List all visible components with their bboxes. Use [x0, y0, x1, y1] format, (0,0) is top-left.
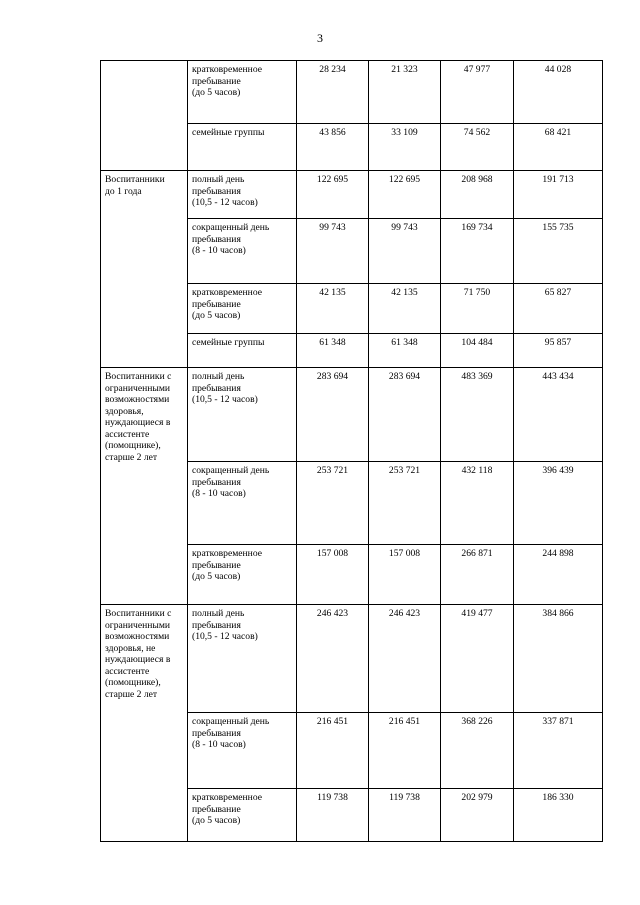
- category-cell: Воспитанники с ограниченными возможностями здоровья, не нуждающиеся в ассистенте (помощнике), старше 2 лет: [101, 605, 188, 842]
- mode-cell: кратковременное пребывание (до 5 часов): [188, 545, 297, 605]
- value-cell: 246 423: [369, 605, 441, 713]
- mode-cell: полный день пребывания (10,5 - 12 часов): [188, 605, 297, 713]
- value-cell: 122 695: [297, 171, 369, 219]
- value-cell: 95 857: [514, 334, 603, 368]
- value-cell: 157 008: [369, 545, 441, 605]
- value-cell: 42 135: [369, 284, 441, 334]
- value-cell: 119 738: [369, 789, 441, 842]
- value-cell: 99 743: [369, 219, 441, 284]
- value-cell: 283 694: [297, 368, 369, 462]
- value-cell: 169 734: [441, 219, 514, 284]
- value-cell: 122 695: [369, 171, 441, 219]
- tariff-table: [100, 60, 603, 842]
- mode-cell: семейные группы: [188, 124, 297, 171]
- value-cell: 337 871: [514, 713, 603, 789]
- value-cell: 483 369: [441, 368, 514, 462]
- value-cell: 99 743: [297, 219, 369, 284]
- value-cell: 71 750: [441, 284, 514, 334]
- value-cell: 157 008: [297, 545, 369, 605]
- value-cell: 384 866: [514, 605, 603, 713]
- page-number: 3: [317, 31, 323, 45]
- value-cell: 119 738: [297, 789, 369, 842]
- value-cell: 47 977: [441, 61, 514, 124]
- category-cell: Воспитанники до 1 года: [101, 171, 188, 368]
- value-cell: 191 713: [514, 171, 603, 219]
- value-cell: 253 721: [297, 462, 369, 545]
- value-cell: 419 477: [441, 605, 514, 713]
- value-cell: 61 348: [297, 334, 369, 368]
- mode-cell: сокращенный день пребывания (8 - 10 часов): [188, 713, 297, 789]
- value-cell: 202 979: [441, 789, 514, 842]
- table-row: [101, 368, 603, 462]
- category-cell: [101, 61, 188, 171]
- value-cell: 74 562: [441, 124, 514, 171]
- mode-cell: полный день пребывания (10,5 - 12 часов): [188, 171, 297, 219]
- table-row: [101, 605, 603, 713]
- value-cell: 68 421: [514, 124, 603, 171]
- value-cell: 208 968: [441, 171, 514, 219]
- value-cell: 65 827: [514, 284, 603, 334]
- value-cell: 21 323: [369, 61, 441, 124]
- value-cell: 244 898: [514, 545, 603, 605]
- value-cell: 44 028: [514, 61, 603, 124]
- mode-cell: полный день пребывания (10,5 - 12 часов): [188, 368, 297, 462]
- value-cell: 33 109: [369, 124, 441, 171]
- table-row: [101, 61, 603, 124]
- value-cell: 443 434: [514, 368, 603, 462]
- value-cell: 432 118: [441, 462, 514, 545]
- value-cell: 42 135: [297, 284, 369, 334]
- value-cell: 186 330: [514, 789, 603, 842]
- value-cell: 246 423: [297, 605, 369, 713]
- value-cell: 43 856: [297, 124, 369, 171]
- value-cell: 104 484: [441, 334, 514, 368]
- mode-cell: сокращенный день пребывания (8 - 10 часов): [188, 462, 297, 545]
- value-cell: 266 871: [441, 545, 514, 605]
- value-cell: 216 451: [297, 713, 369, 789]
- value-cell: 61 348: [369, 334, 441, 368]
- mode-cell: кратковременное пребывание (до 5 часов): [188, 284, 297, 334]
- value-cell: 216 451: [369, 713, 441, 789]
- value-cell: 283 694: [369, 368, 441, 462]
- mode-cell: кратковременное пребывание (до 5 часов): [188, 789, 297, 842]
- mode-cell: семейные группы: [188, 334, 297, 368]
- value-cell: 155 735: [514, 219, 603, 284]
- table-row: [101, 171, 603, 219]
- value-cell: 253 721: [369, 462, 441, 545]
- value-cell: 368 226: [441, 713, 514, 789]
- mode-cell: сокращенный день пребывания (8 - 10 часов): [188, 219, 297, 284]
- value-cell: 28 234: [297, 61, 369, 124]
- value-cell: 396 439: [514, 462, 603, 545]
- mode-cell: кратковременное пребывание (до 5 часов): [188, 61, 297, 124]
- category-cell: Воспитанники с ограниченными возможностями здоровья, нуждающиеся в ассистенте (помощнике), старше 2 лет: [101, 368, 188, 605]
